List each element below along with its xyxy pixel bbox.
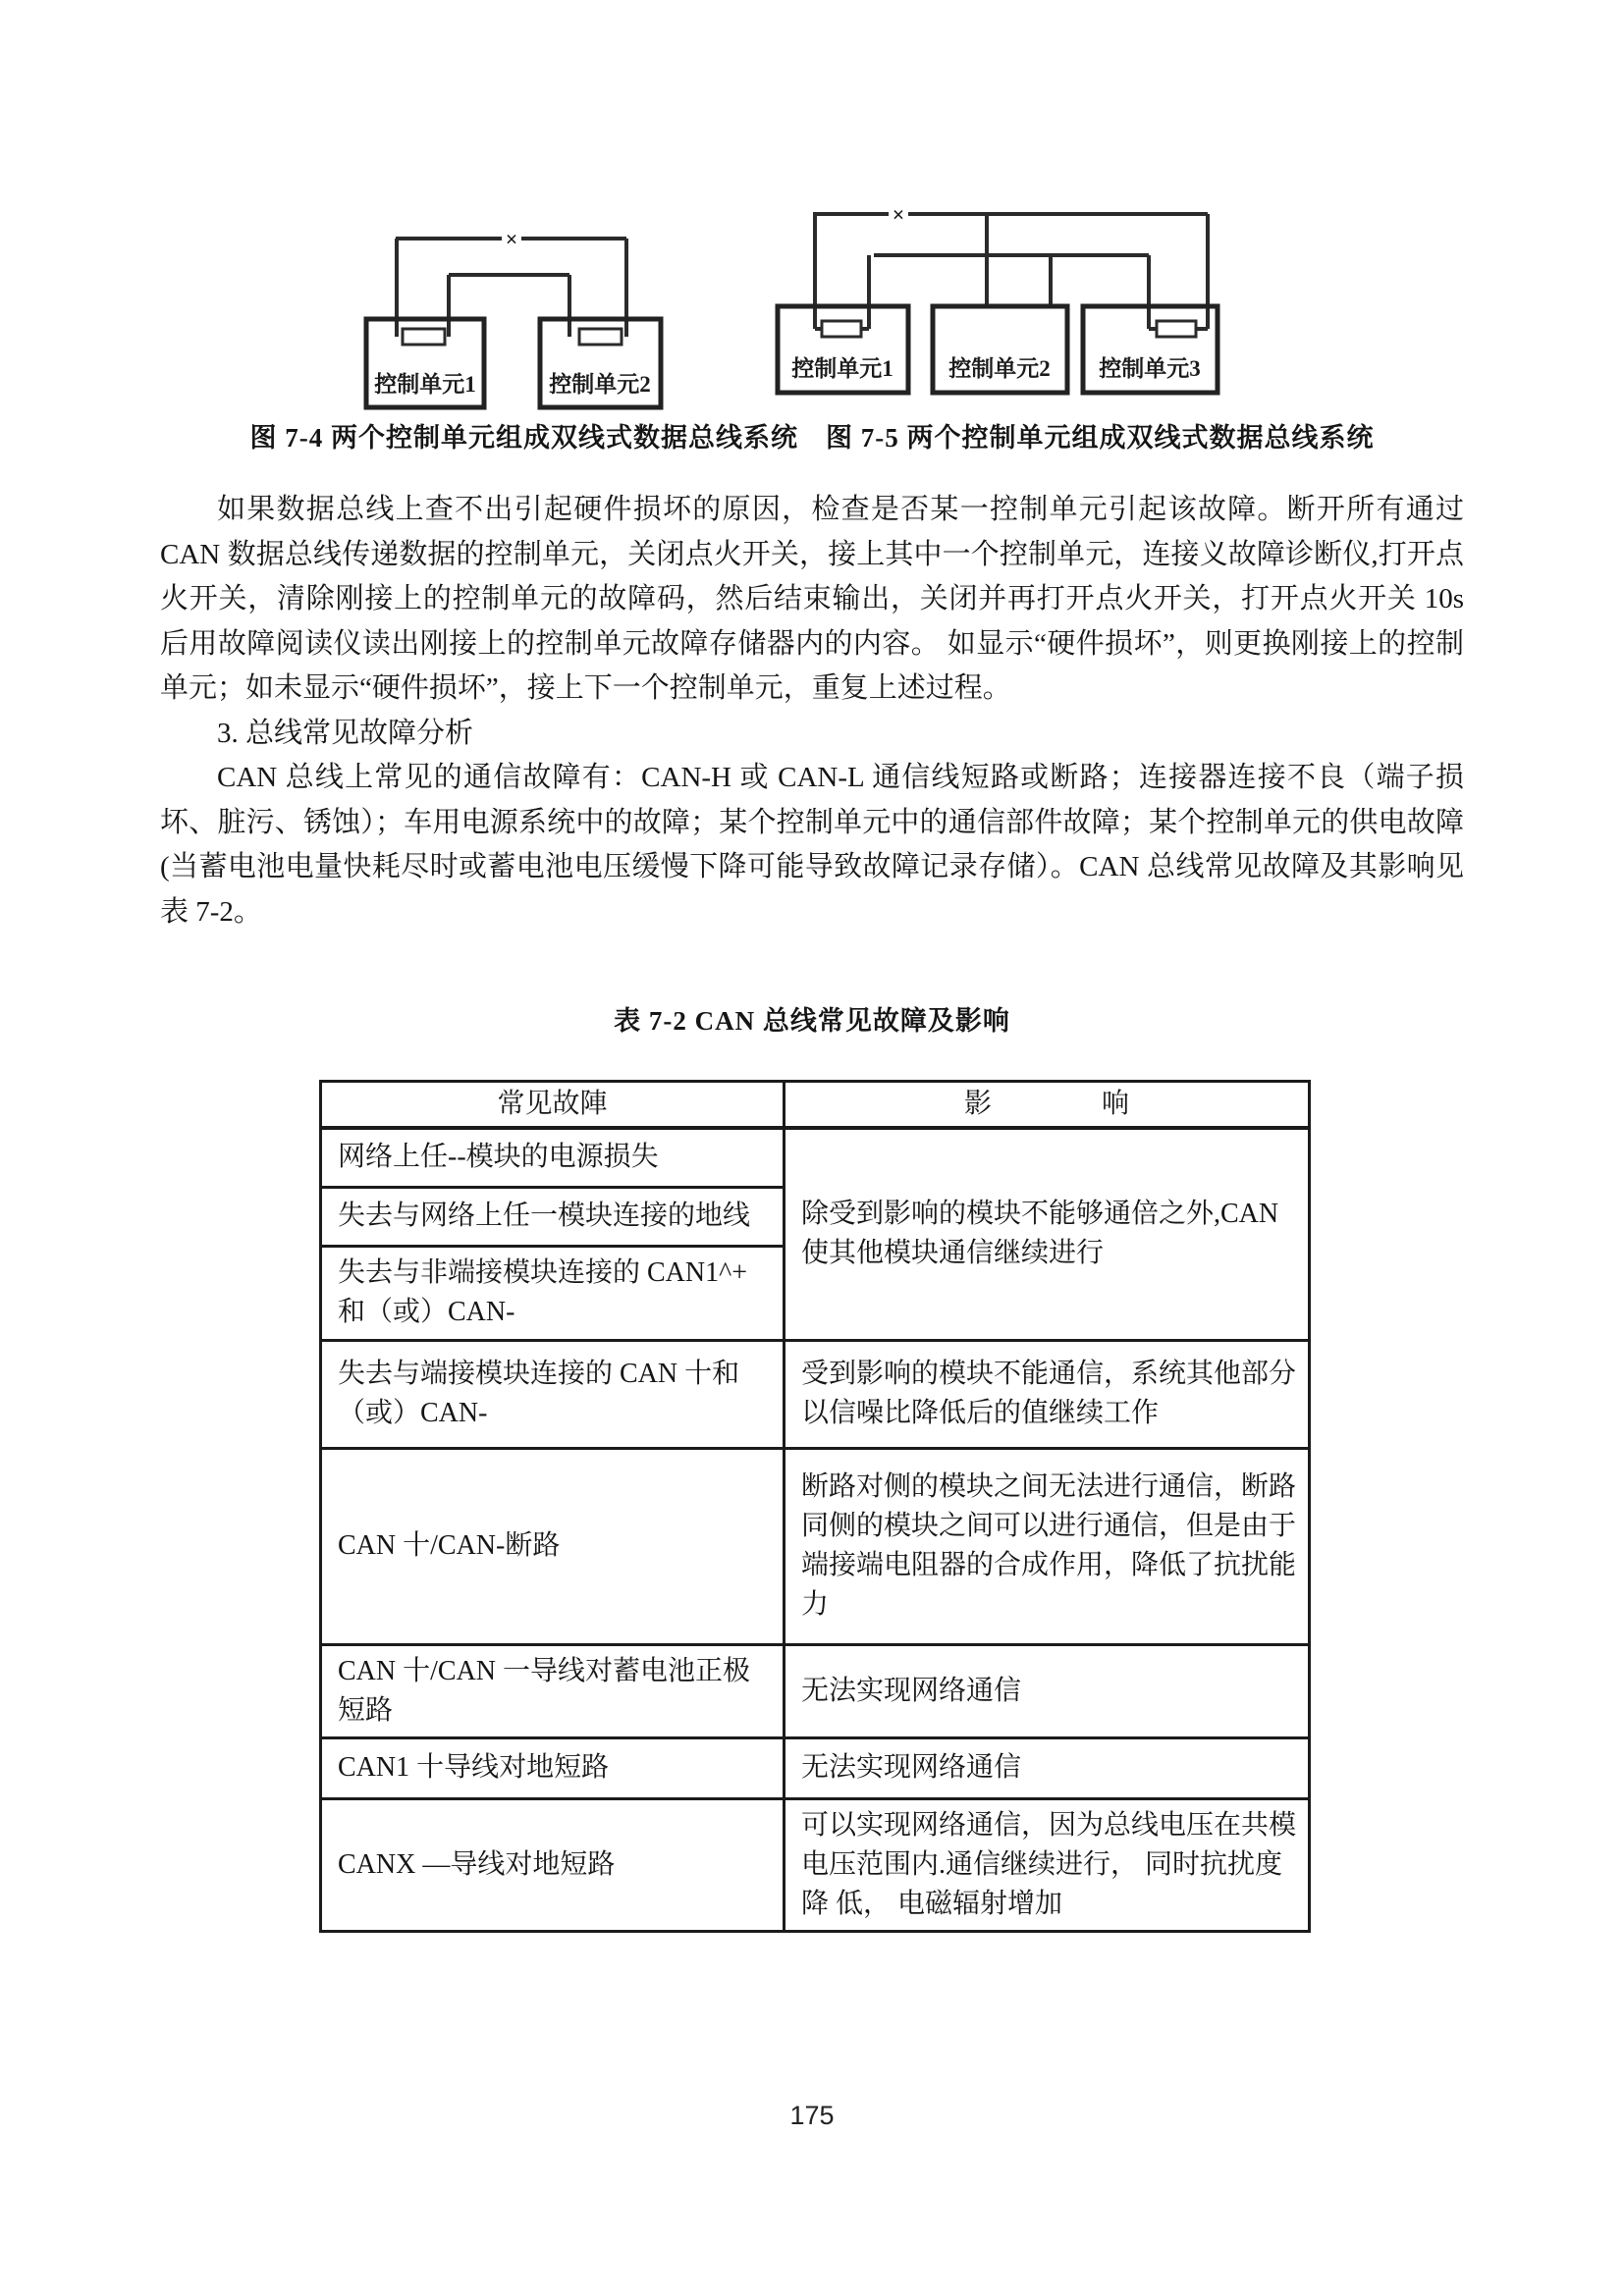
table-row <box>321 1340 1310 1448</box>
paragraph-diagnosis: 如果数据总线上查不出引起硬件损坏的原因，检查是否某一控制单元引起该故障。断开所有通过 CAN 数据总线传递数据的控制单元，关闭点火开关，接上其中一个控制单元，连接义故障诊断仪,打开点火开关，清除刚接上的控制单元的故障码，然后结束输出，关闭并再打开点火开关，打开点火开关 10s 后用故障阅读仪读出刚接上的控制单元故障存储器内的内容。 如显示“硬件损坏”，则更换刚接上的控制单元；如未显示“硬件损坏”，接上下一个控制单元，重复上述过程。 <box>160 494 1464 704</box>
control-unit-label: 控制单元1 <box>791 356 893 381</box>
column-header-effect: 影 响 <box>785 1082 1310 1129</box>
fault-cell: 失去与端接模块连接的 CAN 十和（或）CAN- <box>321 1340 785 1448</box>
table-row <box>321 1798 1310 1931</box>
figure-caption: 图 7-4 两个控制单元组成双线式数据总线系统 图 7-5 两个控制单元组成双线式数据总线系统 <box>249 423 1375 453</box>
effect-cell: 无法实现网络通信 <box>785 1737 1310 1798</box>
effect-cell: 除受到影响的模块不能够通倍之外,CAN 使其他模块通信继续进行 <box>785 1128 1310 1340</box>
effect-cell: 受到影响的模块不能通信，系统其他部分以信噪比降低后的值继续工作 <box>785 1340 1310 1448</box>
effect-cell: 无法实现网络通信 <box>785 1644 1310 1737</box>
fault-cell: 网络上任--模块的电源损失 <box>321 1128 785 1187</box>
column-header-fault: 常见故陣 <box>321 1082 785 1129</box>
table-row <box>321 1448 1310 1644</box>
paragraph-common-faults: CAN 总线上常见的通信故障有：CAN-H 或 CAN-L 通信线短路或断路；连接器连接不良（端子损坏、脏污、锈蚀）；车用电源系统中的故障；某个控制单元中的通信部件故障；某个控制单元的供电故障(当蓄电池电量快耗尽时或蓄电池电压缓慢下降可能导致故障记录存储）。CAN 总线常见故障及其影响见表 7-2。 <box>160 762 1464 928</box>
table-row <box>321 1644 1310 1737</box>
control-unit-label: 控制单元1 <box>374 372 476 397</box>
fault-cell: CAN1 十导线对地短路 <box>321 1737 785 1798</box>
figure-7-4-diagram <box>349 221 682 417</box>
wire-break-mark: × <box>505 227 518 251</box>
bus-connector <box>579 329 622 345</box>
body-text <box>160 488 1464 934</box>
table-row <box>321 1737 1310 1798</box>
section-heading: 3. 总线常见故障分析 <box>217 717 474 749</box>
table-caption: 表 7-2 CAN 总线常见故障及影响 <box>614 1006 1010 1036</box>
table-header-row <box>321 1082 1310 1129</box>
control-unit-label: 控制单元2 <box>549 372 651 397</box>
fault-cell: 失去与非端接模块连接的 CAN1^+ 和（或）CAN- <box>321 1246 785 1340</box>
table-row <box>321 1128 1310 1187</box>
fault-effect-table <box>319 1080 1311 1933</box>
fault-cell: 失去与网络上任一模块连接的地线 <box>321 1187 785 1246</box>
page-number: 175 <box>789 2101 835 2130</box>
fault-cell: CAN 十/CAN-断路 <box>321 1448 785 1644</box>
terminating-resistor <box>1157 321 1196 337</box>
effect-cell: 断路对侧的模块之间无法进行通信，断路同侧的模块之间可以进行通信，但是由于端接端电阻器的合成作用，降低了抗扰能力 <box>785 1448 1310 1644</box>
terminating-resistor <box>822 321 861 337</box>
fault-cell: CAN 十/CAN 一导线对蓄电池正极短路 <box>321 1644 785 1737</box>
bus-connector <box>403 329 445 345</box>
fault-cell: CANX —导线对地短路 <box>321 1798 785 1931</box>
wire-break-mark: × <box>892 202 905 227</box>
effect-cell: 可以实现网络通信，因为总线电压在共模电压范围内.通信继续进行， 同时抗扰度降 低， 电磁辐射增加 <box>785 1798 1310 1931</box>
control-unit-label: 控制单元3 <box>1099 356 1201 381</box>
control-unit-label: 控制单元2 <box>948 356 1051 381</box>
figure-7-5-diagram <box>761 182 1232 402</box>
